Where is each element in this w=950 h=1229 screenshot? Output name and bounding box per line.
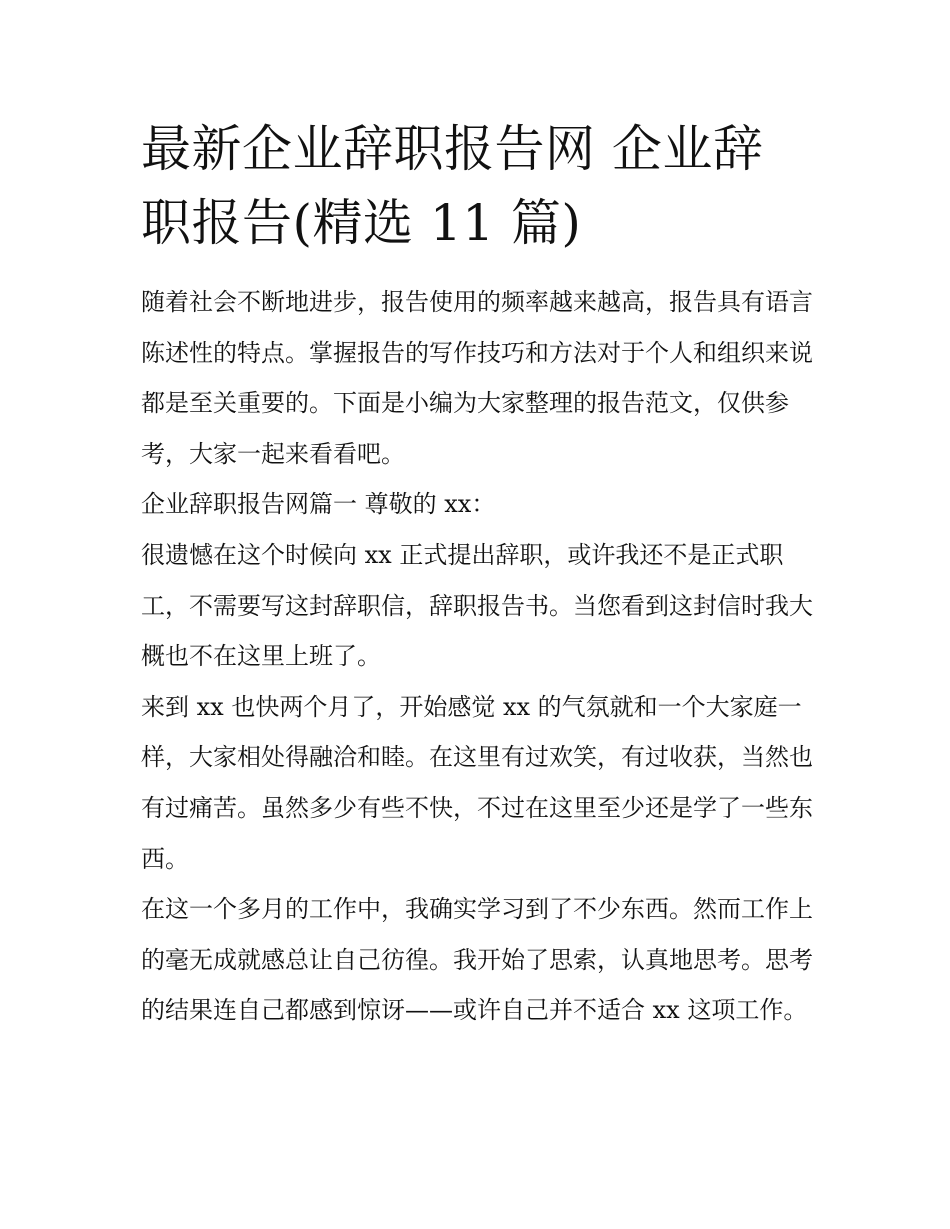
paragraph-body-2: 来到 xx 也快两个月了，开始感觉 xx 的气氛就和一个大家庭一样，大家相处得融洽和睦。在这里有过欢笑，有过收获，当然也有过痛苦。虽然多少有些不快，不过在这里至少还是学了一些东西。: [141, 692, 813, 873]
paragraph-body-1: 很遗憾在这个时候向 xx 正式提出辞职，或许我还不是正式职工，不需要写这封辞职信，辞职报告书。当您看到这封信时我大概也不在这里上班了。: [141, 540, 813, 671]
paragraph-intro: 随着社会不断地进步，报告使用的频率越来越高，报告具有语言陈述性的特点。掌握报告的写作技巧和方法对于个人和组织来说都是至关重要的。下面是小编为大家整理的报告范文，仅供参考，大家一起来看看吧。: [141, 288, 813, 468]
paragraph-salutation: 企业辞职报告网篇一 尊敬的 xx：: [141, 490, 496, 519]
document-title: 最新企业辞职报告网 企业辞职报告(精选 11 篇): [141, 120, 764, 252]
document-page: [141, 112, 813, 1036]
title-block: [141, 112, 813, 260]
paragraph-body-3: 在这一个多月的工作中，我确实学习到了不少东西。然而工作上的毫无成就感总让自己彷徨。我开始了思索，认真地思考。思考的结果连自己都感到惊讶——或许自己并不适合 xx 这项工作。: [141, 895, 813, 1025]
